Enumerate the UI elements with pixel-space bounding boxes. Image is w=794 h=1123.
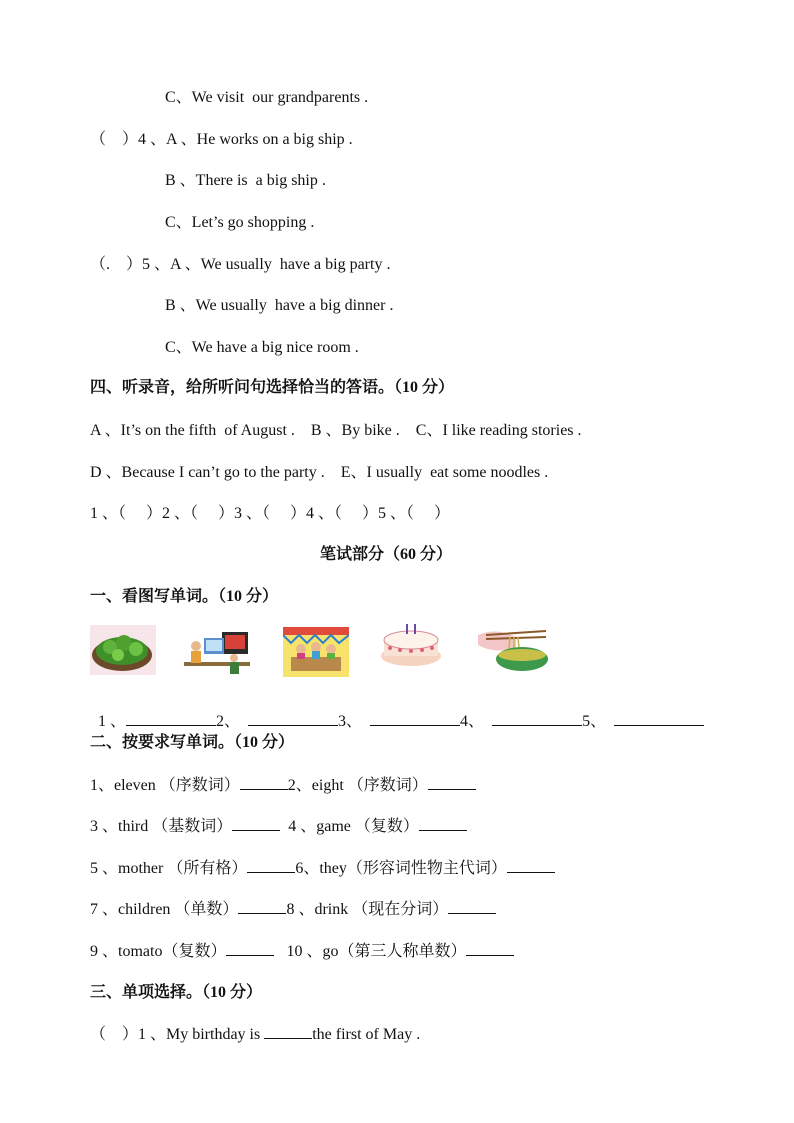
word-item-5: 5 、mother （所有格） (90, 860, 248, 877)
q4-option-b: B 、There is a big ship . (165, 172, 326, 189)
written-part-title: 笔试部分（60 分） (320, 546, 453, 563)
party-picture (283, 627, 349, 677)
q5-option-b: B 、We usually have a big dinner . (165, 297, 394, 314)
word-item-3: 3 、third （基数词） (90, 818, 233, 835)
word-item-2: 2、eight （序数词） (287, 777, 428, 794)
answer-blank[interactable] (240, 775, 288, 790)
word-item-8: 8 、drink （现在分词） (286, 901, 449, 918)
salad-picture (90, 625, 156, 675)
answer-blank[interactable] (428, 775, 476, 790)
answer-blank[interactable] (247, 858, 295, 873)
q5-option-c: C、We have a big nice room . (165, 339, 359, 356)
answer-blank[interactable] (419, 816, 467, 831)
blank-1-line[interactable] (126, 711, 216, 726)
answer-slots: 1 、（ ）2 、（ ）3 、（ ）4 、（ ）5 、（ ） (90, 505, 451, 522)
answer-blank[interactable] (507, 858, 555, 873)
blank-3-line[interactable] (370, 711, 460, 726)
q4-option-c: C、Let’s go shopping . (165, 214, 315, 231)
answer-blank[interactable] (232, 816, 280, 831)
answer-blank[interactable] (226, 941, 274, 956)
section-two-title: 二、按要求写单词。（10 分） (90, 734, 295, 751)
blank-4-line[interactable] (492, 711, 582, 726)
word-item-7: 7 、children （单数） (90, 901, 239, 918)
blank-1-label: 1 、 (98, 713, 127, 730)
blank-2-label: 2、 (216, 713, 241, 730)
blank-5-label: 5、 (582, 713, 607, 730)
choice-question-1 (90, 1024, 420, 1045)
word-item-1: 1、eleven （序数词） (90, 777, 240, 794)
computer-room-picture (184, 628, 250, 678)
q3-option-c: C、We visit our grandparents . (165, 89, 369, 106)
section-three-title: 三、单项选择。（10 分） (90, 984, 263, 1001)
word-form-row (90, 941, 514, 962)
word-item-9: 9 、tomato（复数） (90, 943, 227, 960)
blank-4-label: 4、 (460, 713, 485, 730)
section-four-title: 四、听录音，给所听问句选择恰当的答语。（10 分） (90, 379, 455, 396)
word-form-row (90, 899, 496, 920)
question-1-text-end: the first of May . (312, 1026, 421, 1043)
word-form-row (90, 775, 476, 796)
word-item-4: 4 、game （复数） (280, 818, 419, 835)
blank-2-line[interactable] (248, 711, 338, 726)
word-item-10: 10 、go（第三人称单数） (274, 943, 467, 960)
answer-blank[interactable] (264, 1024, 312, 1039)
picture-answer-blanks (90, 691, 704, 732)
answer-options-row-1: A 、It’s on the fifth of August . B 、By bike . C、I like reading stories . (90, 422, 582, 439)
blank-5-line[interactable] (614, 711, 704, 726)
q4-option-a: （ ）4 、A 、He works on a big ship . (90, 131, 353, 148)
word-item-6: 6、they（形容词性物主代词） (295, 860, 507, 877)
blank-3-label: 3、 (338, 713, 363, 730)
word-form-row (90, 816, 467, 837)
section-one-title: 一、看图写单词。（10 分） (90, 588, 279, 605)
noodles-picture (476, 625, 552, 675)
answer-blank[interactable] (466, 941, 514, 956)
birthday-cake-picture (378, 620, 444, 670)
q5-option-a: （. ）5 、A 、We usually have a big party . (90, 256, 391, 273)
word-form-row (90, 858, 555, 879)
answer-blank[interactable] (448, 899, 496, 914)
answer-blank[interactable] (238, 899, 286, 914)
question-1-text: （ ）1 、My birthday is (90, 1026, 265, 1043)
answer-options-row-2: D 、Because I can’t go to the party . E、I usually eat some noodles . (90, 464, 549, 481)
